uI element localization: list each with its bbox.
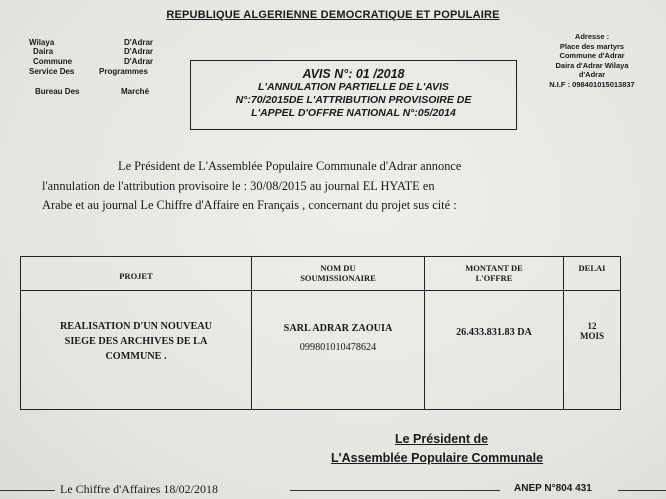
header-montant: MONTANT DE L'OFFRE <box>425 257 564 291</box>
wilaya-label: Wilaya <box>29 38 55 47</box>
address-line-5: d'Adrar <box>578 70 606 79</box>
footer-rule-left <box>0 490 55 491</box>
wilaya-value: D'Adrar <box>124 38 154 47</box>
table-header-row <box>21 257 621 291</box>
attribution-table <box>20 256 621 410</box>
anep-number: ANEP N°804 431 <box>514 483 592 494</box>
address-line-2: Place des martyrs <box>559 41 625 51</box>
republic-title: REPUBLIQUE ALGERIENNE DEMOCRATIQUE ET POPULAIRE <box>166 9 500 21</box>
signature-line-1: Le Président de <box>395 432 489 446</box>
bureau-label: Bureau Des <box>35 87 80 96</box>
footer-rule-middle <box>290 490 500 491</box>
commune-label: Commune <box>33 57 73 66</box>
header-projet: PROJET <box>21 257 252 291</box>
address-line-4: Daira d'Adrar Wilaya <box>555 60 629 70</box>
footer-source: Le Chiffre d'Affaires 18/02/2018 <box>60 482 219 496</box>
avis-line-4: L'APPEL D'OFFRE NATIONAL N°:05/2014 <box>251 107 456 119</box>
body-line-3: Arabe et au journal Le Chiffre d'Affaire en Français , concernant du projet sus cité : <box>42 198 457 212</box>
daira-value: D'Adrar <box>124 47 154 56</box>
table-row <box>21 291 621 410</box>
cell-montant: 26.433.831.83 DA <box>425 291 564 410</box>
commune-value: D'Adrar <box>124 57 154 66</box>
bureau-value: Marché <box>121 87 150 96</box>
service-label: Service Des <box>29 67 75 76</box>
body-line-1: Le Président de L'Assemblée Populaire Communale d'Adrar annonce <box>118 159 462 173</box>
signature-line-2: L'Assemblée Populaire Communale <box>331 451 544 465</box>
avis-box <box>190 60 517 130</box>
header-delai: DELAI <box>564 257 621 291</box>
header-nom: NOM DU SOUMISSIONAIRE <box>252 257 425 291</box>
cell-nom: SARL ADRAR ZAOUIA 099801010478624 <box>252 291 425 410</box>
daira-label: Daira <box>33 47 54 56</box>
address-line-1: Adresse : <box>574 32 610 41</box>
avis-line-2: L'ANNULATION PARTIELLE DE L'AVIS <box>258 81 449 93</box>
address-block <box>528 32 656 89</box>
footer-rule-right <box>618 490 666 491</box>
avis-line-3: N°:70/2015DE L'ATTRIBUTION PROVISOIRE DE <box>235 94 472 106</box>
cell-projet: REALISATION D'UN NOUVEAU SIEGE DES ARCHIVES DE LA COMMUNE . <box>21 291 252 410</box>
body-line-2: l'annulation de l'attribution provisoire le : 30/08/2015 au journal EL HYATE en <box>42 179 435 193</box>
nif-line: N.I.F : 098401015013837 <box>549 79 635 89</box>
address-line-3: Commune d'Adrar <box>559 51 625 60</box>
service-value: Programmes <box>99 67 148 76</box>
cell-delai: 12 MOIS <box>564 291 621 410</box>
avis-number: AVIS N°: 01 /2018 <box>302 67 405 81</box>
